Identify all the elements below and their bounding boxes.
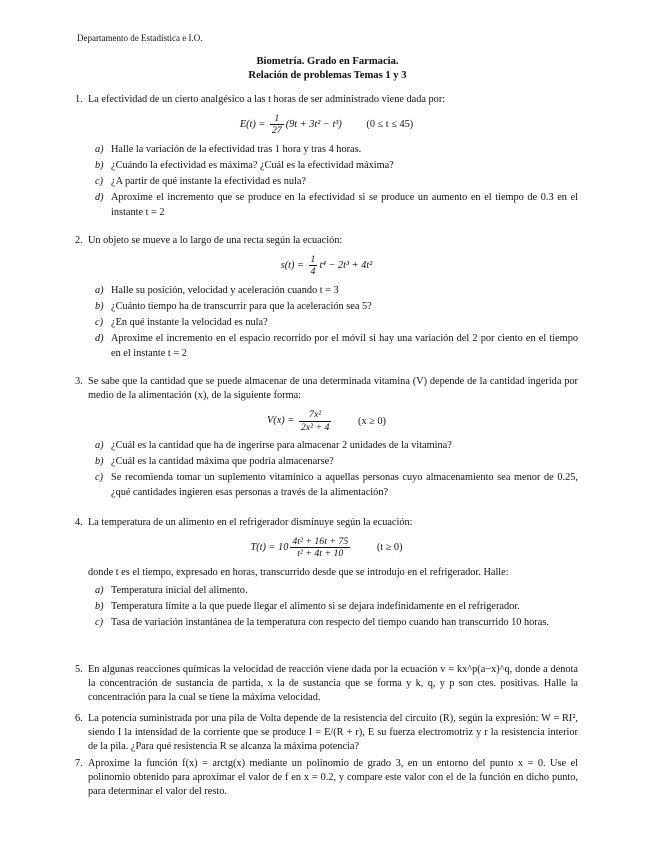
- problem-number: 2.: [75, 235, 83, 246]
- subitem: b) ¿Cuál es la cantidad máxima que podría almacenarse?: [95, 456, 334, 468]
- problem-statement: Aproxime la función f(x) = arctg(x) mediante un polinomio de grado 3, en un entorno del punto x = 0. Use el polinomio obtenido para aproximar el valor de f en x = 0.2, y compare este valor con el de la función en dicho punto, para determinar el valor del resto.: [88, 758, 578, 798]
- subitem: c) Tasa de variación instantánea de la temperatura con respecto del tiempo cuando han transcurrido 10 horas.: [95, 617, 549, 629]
- formula-lhs: s(t) =: [280, 260, 304, 272]
- problem-statement: Se sabe que la cantidad que se puede almacenar de una determinada vitamina (V) depende de la cantidad ingerida por medio de la alimentación (x), de la siguiente forma:: [88, 376, 578, 402]
- subitem-list: [97, 439, 578, 500]
- subitem-list: [97, 584, 578, 631]
- problem-number: 1.: [75, 94, 83, 105]
- subitem: b) ¿Cuándo la efectividad es máxima? ¿Cuál es la efectividad máxima?: [95, 159, 394, 171]
- fraction-denominator: 2x² + 4: [300, 421, 330, 433]
- document-title: Biometría. Grado en Farmacia.: [256, 56, 399, 67]
- subitem: b) Temperatura límite a la que puede llegar el alimento si se dejara indefinidamente en el refrigerador.: [95, 601, 520, 613]
- formula-condition: (t ≥ 0): [376, 542, 403, 554]
- subitem: c) Se recomienda tomar un suplemento vitamínico a aquellas personas cuyo almacenamiento sea menor de 0.25, ¿qué cantidades ingieren esas personas a través de la alimentación?: [95, 472, 578, 498]
- fraction-numerator: 1: [270, 113, 284, 125]
- formula: [75, 113, 578, 137]
- fraction-denominator: t² + 4t + 10: [297, 548, 344, 560]
- fraction-denominator: 4: [310, 266, 316, 278]
- subitem-list: [97, 143, 578, 220]
- fraction-numerator: 1: [310, 254, 316, 266]
- subitem: a) Halle la variación de la efectividad tras 1 hora y tras 4 horas.: [95, 143, 362, 155]
- subitem: a) ¿Cuál es la cantidad que ha de ingerirse para almacenar 2 unidades de la vitamina?: [95, 439, 452, 451]
- subitem: b) ¿Cuánto tiempo ha de transcurrir para que la aceleración sea 5?: [95, 300, 372, 312]
- subitem: c) ¿En qué instante la velocidad es nula?: [95, 317, 268, 329]
- department-header: Departamento de Estadística e I.O.: [77, 33, 203, 43]
- problem-3: [75, 375, 578, 502]
- problem-continuation: donde t es el tiempo, expresado en horas, transcurrido desde que se introdujo en el refrigerador. Halle:: [88, 566, 509, 578]
- formula: [75, 254, 578, 278]
- problem-number: 3.: [75, 376, 83, 387]
- problem-number: 7.: [75, 758, 83, 769]
- formula-lhs: T(t) = 10: [250, 542, 289, 554]
- fraction-numerator: 7x²: [299, 409, 332, 421]
- problem-number: 6.: [75, 713, 83, 724]
- problem-7: [75, 757, 578, 800]
- fraction: [270, 113, 284, 137]
- problem-number: 4.: [75, 517, 83, 528]
- problem-statement: La potencia suministrada por una pila de Volta depende de la resistencia del circuito (R), según la expresión: W = RI², siendo I la intensidad de la corriente que se produce I = E/(R + r), E su fuerza electromotriz y r la resistencia interior de la pila. ¿Para qué resistencia R se alcanza la máxima potencia?: [88, 713, 578, 753]
- formula-lhs: E(t) =: [239, 119, 266, 131]
- subitem: d) Aproxime el incremento que se produce en la efectividad si se produce un aumento en el tiempo de 0.3 en el instante t = 2: [95, 192, 578, 218]
- document-subtitle: Relación de problemas Temas 1 y 3: [248, 70, 407, 81]
- formula-lhs: V(x) =: [267, 415, 295, 427]
- subitem: d) Aproxime el incremento en el espacio recorrido por el móvil si hay una variación del 2 por ciento en el tiempo en el instante t = 2: [95, 333, 578, 359]
- fraction-denominator: 27: [271, 125, 282, 137]
- problem-statement: En algunas reacciones químicas la velocidad de reacción viene dada por la ecuación v = kx^p(a−x)^q, donde a denota la concentración de sustancia de partida, x la de sustancia que se forma y k, q, y p son ctes. positivas. Halle la concentración para la cual se tiene la máxima velocidad.: [88, 664, 578, 704]
- formula: [75, 536, 578, 560]
- problem-1: [75, 93, 578, 222]
- fraction-numerator: 4t² + 16t + 75: [292, 536, 349, 548]
- problem-5: [75, 663, 578, 706]
- problem-2: [75, 234, 578, 363]
- fraction: [290, 536, 350, 560]
- problem-4: [75, 516, 578, 633]
- problem-statement: La efectividad de un cierto analgésico a las t horas de ser administrado viene dada por:: [88, 94, 446, 105]
- formula-rhs: (9t + 3t² − t³): [285, 119, 342, 131]
- problem-6: [75, 712, 578, 755]
- formula-condition: (0 ≤ t ≤ 45): [366, 119, 414, 131]
- fraction: [309, 254, 318, 278]
- subitem: a) Halle su posición, velocidad y aceleración cuando t = 3: [95, 284, 339, 296]
- formula: [75, 409, 578, 433]
- formula-rhs: t⁴ − 2t³ + 4t²: [319, 260, 373, 272]
- problem-statement: Un objeto se mueve a lo largo de una recta según la ecuación:: [88, 235, 343, 246]
- subitem: c) ¿A partir de qué instante la efectividad es nula?: [95, 176, 306, 188]
- fraction: [299, 409, 332, 433]
- problem-statement: La temperatura de un alimento en el refrigerador disminuye según la ecuación:: [88, 517, 413, 528]
- subitem: a) Temperatura inicial del alimento.: [95, 584, 248, 596]
- formula-condition: (x ≥ 0): [358, 415, 386, 427]
- subitem-list: [97, 284, 578, 361]
- problem-number: 5.: [75, 664, 83, 675]
